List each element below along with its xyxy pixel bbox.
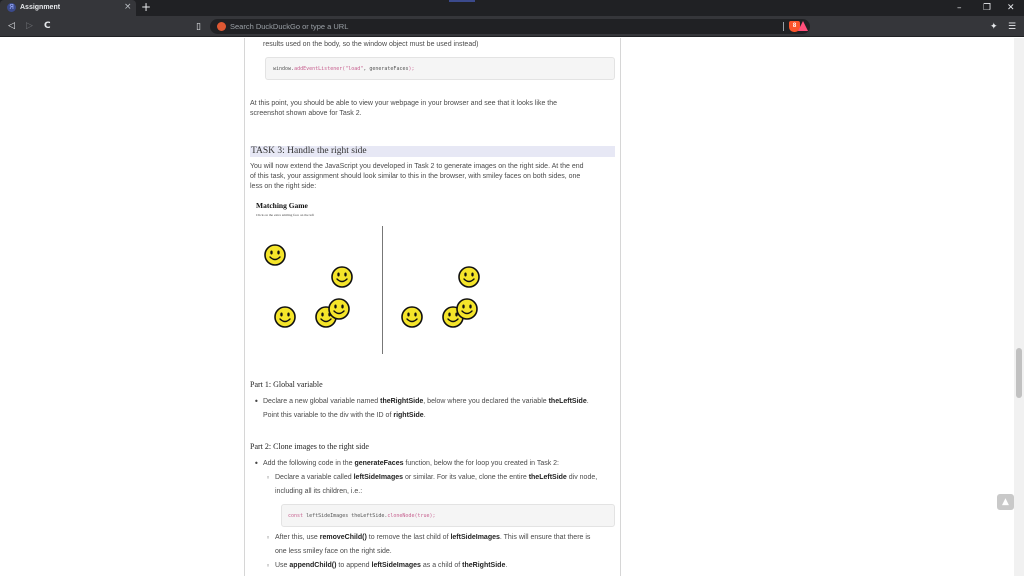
figure-title: Matching Game	[256, 201, 308, 210]
bullet-icon: •	[254, 459, 259, 468]
brave-shields-icon[interactable]: 8	[789, 21, 800, 32]
code-token: , generateFaces	[363, 66, 409, 72]
scrollbar-thumb[interactable]	[1016, 348, 1022, 398]
brave-rewards-icon[interactable]	[798, 21, 808, 31]
text-run: to remove the last child of	[366, 534, 451, 541]
smiley-face-icon	[274, 306, 296, 328]
smiley-face-icon	[331, 266, 353, 288]
code-line-2	[288, 512, 436, 520]
sub-list-item	[275, 561, 507, 571]
menu-icon[interactable]: ☰	[1008, 21, 1017, 31]
tab-favicon-icon: Я	[7, 3, 16, 12]
paragraph-line: screenshot shown above for Task 2.	[250, 110, 362, 117]
smiley-face-icon	[458, 266, 480, 288]
sub-bullet-icon: ◦	[266, 534, 271, 542]
paragraph-line: less on the right side:	[250, 183, 317, 190]
text-run: theLeftSide	[548, 398, 587, 405]
text-run: , below where you declared the variable	[423, 398, 549, 405]
list-item-continuation	[263, 411, 426, 421]
paragraph-line: of this task, your assignment should look similar to this in the browser, with smiley faces on both sides, one	[250, 173, 581, 180]
text-run: leftSideImages	[353, 474, 404, 481]
text-run: theLeftSide	[528, 474, 567, 481]
back-button[interactable]: ◁	[8, 21, 15, 31]
text-run: appendChild()	[289, 562, 337, 569]
text-run: After this, use	[275, 534, 320, 541]
code-token: window.	[273, 66, 295, 72]
sub-bullet-icon: ◦	[266, 474, 271, 482]
code-token: "load"	[345, 66, 364, 72]
text-run: leftSideImages	[371, 562, 421, 569]
text-run: Declare a new global variable named	[263, 398, 381, 405]
text-run: as a child of	[420, 562, 463, 569]
matching-game-screenshot	[252, 200, 612, 360]
text-run: . This will ensure that there is	[499, 534, 591, 541]
smiley-face-icon	[456, 298, 478, 320]
task3-heading: TASK 3: Handle the right side	[250, 146, 615, 157]
extensions-icon[interactable]: ✦	[990, 21, 998, 31]
code-block-1	[265, 57, 615, 80]
text-run: leftSideImages	[450, 534, 500, 541]
smiley-face-icon	[264, 244, 286, 266]
code-token: addEventListener(	[294, 66, 346, 72]
text-run: div node,	[566, 474, 598, 481]
list-item	[263, 459, 559, 469]
tab-assignment[interactable]	[0, 0, 136, 16]
address-input[interactable]	[230, 19, 750, 34]
text-run: theRightSide	[462, 562, 506, 569]
text-run: Point this variable to the div with the ID of	[263, 412, 394, 419]
text-run: removeChild()	[319, 534, 367, 541]
address-bar[interactable]	[210, 19, 810, 34]
sub-bullet-icon: ◦	[266, 562, 271, 570]
intro-line: results used on the body, so the window object must be used instead)	[263, 41, 479, 48]
back-to-top-button[interactable]: ▲	[997, 494, 1014, 510]
restore-button[interactable]: ❐	[983, 3, 992, 13]
text-run: function, below the for loop you created in Task 2:	[403, 460, 560, 467]
code-token: );	[408, 66, 415, 72]
code-token: theLeftSide.	[351, 513, 388, 519]
text-run: rightSide	[393, 412, 424, 419]
close-window-button[interactable]: ✕	[1007, 3, 1015, 13]
text-run: Add the following code in the	[263, 460, 355, 467]
scrollbar[interactable]	[1014, 38, 1024, 576]
tab-strip	[0, 0, 1024, 16]
paragraph-line: You will now extend the JavaScript you developed in Task 2 to generate images on the right side. At the end	[250, 163, 584, 170]
sub-list-item-continuation: one less smiley face on the right side.	[275, 548, 392, 555]
sub-list-item	[275, 473, 597, 483]
minimize-button[interactable]: –	[957, 3, 962, 13]
omnibox-divider	[783, 22, 784, 31]
code-token: const	[288, 513, 304, 519]
browser-toolbar	[0, 16, 1024, 37]
part2-heading: Part 2: Clone images to the right side	[250, 442, 369, 451]
figure-divider	[382, 226, 383, 354]
tab-strip-accent	[449, 0, 475, 2]
text-run: or similar. For its value, clone the entire	[403, 474, 529, 481]
text-run: theRightSide	[380, 398, 424, 405]
figure-subtitle: Click on the extra smiling face on the left	[256, 213, 315, 217]
text-run: Use	[275, 562, 290, 569]
bookmark-icon[interactable]: ▯	[196, 21, 201, 31]
reload-button[interactable]: C	[44, 21, 51, 31]
part1-heading: Part 1: Global variable	[250, 380, 323, 389]
sub-list-item	[275, 533, 590, 543]
code-token: leftSideImages	[303, 513, 352, 519]
new-tab-button[interactable]: +	[141, 0, 152, 14]
text-run: .	[423, 412, 426, 419]
text-run: generateFaces	[354, 460, 404, 467]
sub-list-item-continuation: including all its children, i.e.:	[275, 488, 363, 495]
text-run: Declare a variable called	[275, 474, 354, 481]
code-line-1	[273, 65, 415, 73]
text-run: .	[505, 562, 508, 569]
paragraph-line: At this point, you should be able to view your webpage in your browser and see that it looks like the	[250, 100, 558, 107]
duckduckgo-icon	[217, 22, 226, 31]
forward-button[interactable]: ▷	[26, 21, 33, 31]
code-token: cloneNode(true);	[387, 513, 436, 519]
code-block-2	[281, 504, 615, 527]
list-item	[263, 397, 589, 407]
tab-close-icon[interactable]: ×	[124, 2, 132, 12]
smiley-face-icon	[328, 298, 350, 320]
text-run: .	[586, 398, 589, 405]
text-run: to append	[336, 562, 372, 569]
smiley-face-icon	[401, 306, 423, 328]
bullet-icon: •	[254, 397, 259, 406]
tab-title: Assignment	[20, 4, 61, 11]
